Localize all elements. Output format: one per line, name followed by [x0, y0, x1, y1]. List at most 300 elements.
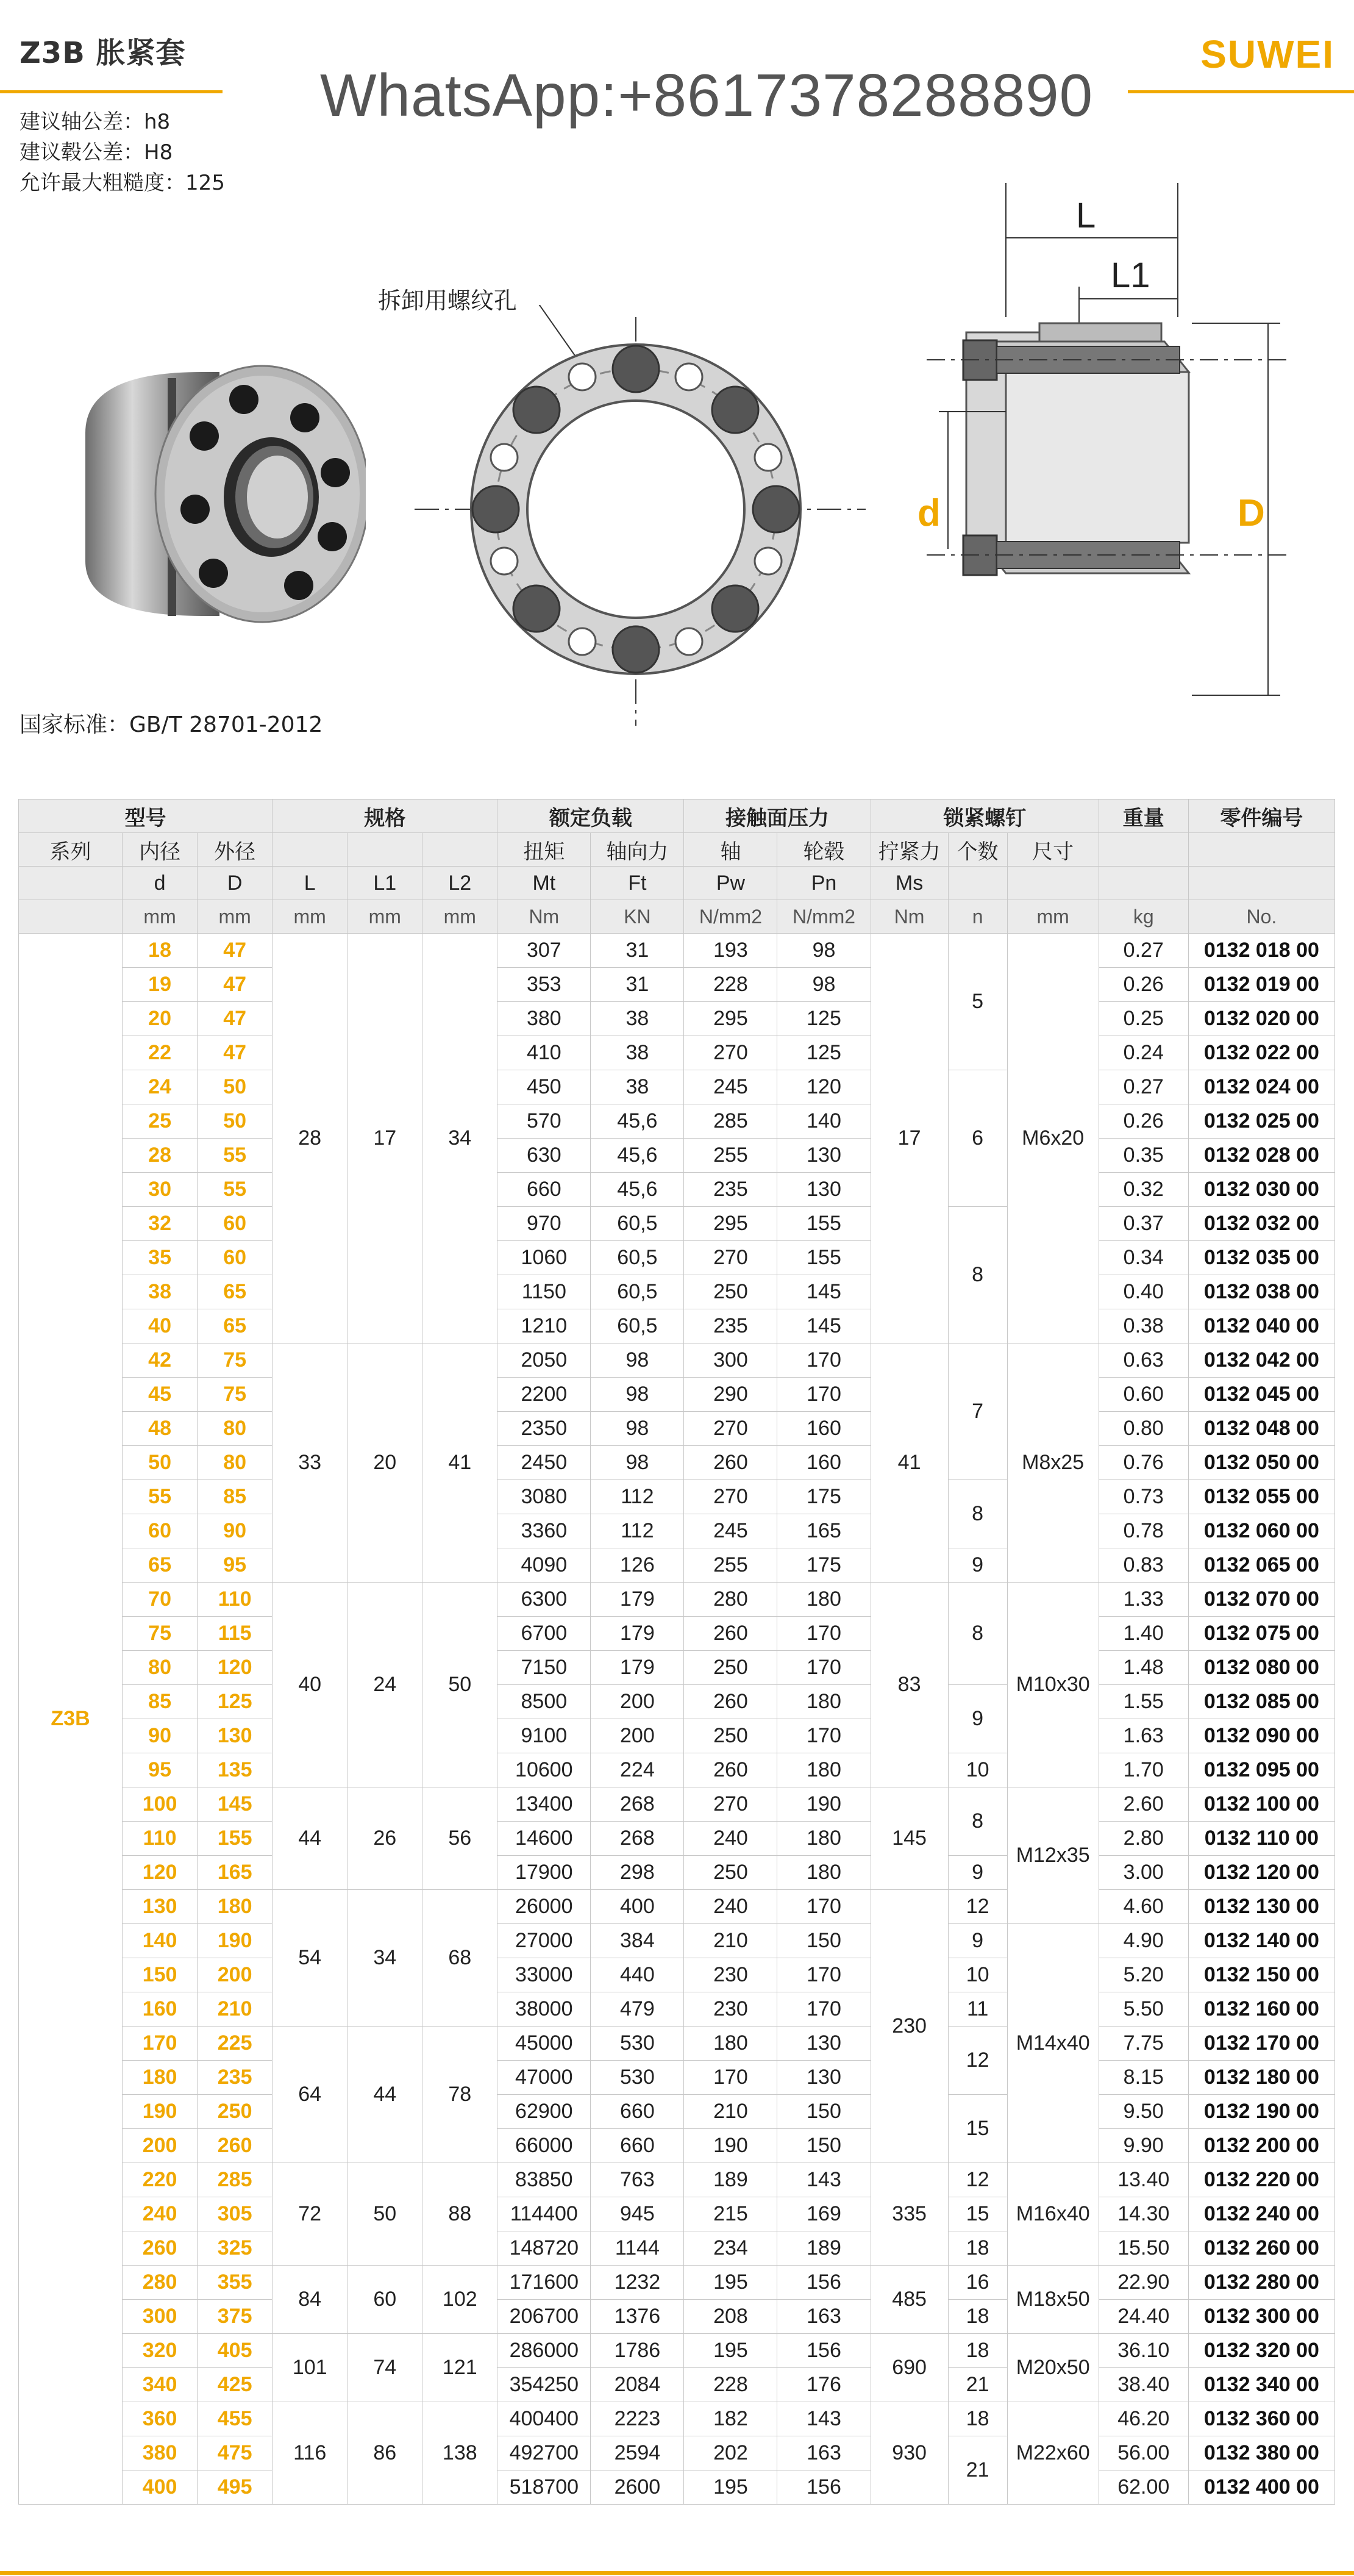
- length-L: 72: [273, 2163, 347, 2266]
- table-row: [19, 1822, 1335, 1856]
- torque-Mt: 62900: [497, 2095, 591, 2129]
- outer-diameter: 235: [198, 2061, 273, 2095]
- inner-diameter: 280: [123, 2266, 198, 2300]
- axial-force-Ft: 2223: [591, 2402, 684, 2436]
- length-L1: 24: [347, 1583, 422, 1787]
- outer-diameter: 375: [198, 2300, 273, 2334]
- inner-diameter: 40: [123, 1309, 198, 1343]
- screw-count: 9: [948, 1856, 1007, 1890]
- length-L1: 17: [347, 934, 422, 1343]
- table-row: [19, 1685, 1335, 1719]
- part-number: 0132 038 00: [1188, 1275, 1334, 1309]
- unit-d: mm: [123, 900, 198, 934]
- inner-diameter: 85: [123, 1685, 198, 1719]
- weight-kg: 5.20: [1099, 1958, 1188, 1992]
- sym-D: D: [198, 867, 273, 900]
- axial-force-Ft: 179: [591, 1617, 684, 1651]
- axial-force-Ft: 2084: [591, 2368, 684, 2402]
- outer-diameter: 60: [198, 1207, 273, 1241]
- inner-diameter: 60: [123, 1514, 198, 1548]
- axial-force-Ft: 660: [591, 2129, 684, 2163]
- length-L1: 60: [347, 2266, 422, 2334]
- part-number: 0132 080 00: [1188, 1651, 1334, 1685]
- table-row: [19, 1343, 1335, 1378]
- inner-diameter: 25: [123, 1104, 198, 1139]
- screw-count: 12: [948, 2027, 1007, 2095]
- header-count: 个数: [948, 833, 1007, 867]
- pressure-Pn: 98: [777, 934, 871, 968]
- pressure-Pn: 130: [777, 1173, 871, 1207]
- part-number: 0132 320 00: [1188, 2334, 1334, 2368]
- unit-L: mm: [273, 900, 347, 934]
- pressure-Pn: 156: [777, 2470, 871, 2505]
- pressure-Pn: 160: [777, 1446, 871, 1480]
- pressure-Pn: 170: [777, 1617, 871, 1651]
- pressure-Pn: 156: [777, 2266, 871, 2300]
- table-row: [19, 2300, 1335, 2334]
- part-number: 0132 018 00: [1188, 934, 1334, 968]
- torque-Mt: 410: [497, 1036, 591, 1070]
- pressure-Pw: 285: [684, 1104, 777, 1139]
- pressure-Pn: 180: [777, 1856, 871, 1890]
- part-number: 0132 040 00: [1188, 1309, 1334, 1343]
- table-row: [19, 2436, 1335, 2470]
- part-number: 0132 022 00: [1188, 1036, 1334, 1070]
- outer-diameter: 50: [198, 1104, 273, 1139]
- inner-diameter: 24: [123, 1070, 198, 1104]
- weight-kg: 62.00: [1099, 2470, 1188, 2505]
- length-L: 44: [273, 1787, 347, 1890]
- pressure-Pw: 295: [684, 1002, 777, 1036]
- axial-force-Ft: 660: [591, 2095, 684, 2129]
- part-number: 0132 032 00: [1188, 1207, 1334, 1241]
- inner-diameter: 80: [123, 1651, 198, 1685]
- series-cell: Z3B: [19, 934, 123, 2505]
- outer-diameter: 110: [198, 1583, 273, 1617]
- pressure-Pw: 250: [684, 1651, 777, 1685]
- weight-kg: 56.00: [1099, 2436, 1188, 2470]
- inner-diameter: 380: [123, 2436, 198, 2470]
- inner-diameter: 38: [123, 1275, 198, 1309]
- outer-diameter: 65: [198, 1309, 273, 1343]
- table-row: [19, 2061, 1335, 2095]
- sym-d: d: [123, 867, 198, 900]
- screw-count: 18: [948, 2402, 1007, 2436]
- torque-Mt: 6700: [497, 1617, 591, 1651]
- length-L: 101: [273, 2334, 347, 2402]
- torque-Mt: 354250: [497, 2368, 591, 2402]
- screw-count: 8: [948, 1207, 1007, 1343]
- header-inner: 内径: [123, 833, 198, 867]
- length-L2: 34: [422, 934, 497, 1343]
- inner-diameter: 260: [123, 2231, 198, 2266]
- torque-Mt: 492700: [497, 2436, 591, 2470]
- part-number: 0132 045 00: [1188, 1378, 1334, 1412]
- outer-diameter: 305: [198, 2197, 273, 2231]
- torque-Mt: 14600: [497, 1822, 591, 1856]
- outer-diameter: 90: [198, 1514, 273, 1548]
- header-tight: 拧紧力: [871, 833, 948, 867]
- outer-diameter: 425: [198, 2368, 273, 2402]
- brand-logo: SUWEI: [1200, 32, 1334, 76]
- table-row: [19, 1719, 1335, 1753]
- outer-diameter: 95: [198, 1548, 273, 1583]
- unit-D: mm: [198, 900, 273, 934]
- torque-Mt: 660: [497, 1173, 591, 1207]
- pressure-Pn: 125: [777, 1036, 871, 1070]
- weight-kg: 0.25: [1099, 1002, 1188, 1036]
- inner-diameter: 110: [123, 1822, 198, 1856]
- pressure-Pw: 255: [684, 1548, 777, 1583]
- axial-force-Ft: 440: [591, 1958, 684, 1992]
- inner-diameter: 140: [123, 1924, 198, 1958]
- screw-count: 10: [948, 1958, 1007, 1992]
- inner-diameter: 150: [123, 1958, 198, 1992]
- weight-kg: 0.60: [1099, 1378, 1188, 1412]
- page-title: Z3B 胀紧套: [20, 36, 186, 70]
- dimension-L: L: [1076, 196, 1096, 235]
- weight-kg: 15.50: [1099, 2231, 1188, 2266]
- part-number: 0132 042 00: [1188, 1343, 1334, 1378]
- screw-count: 16: [948, 2266, 1007, 2300]
- table-row: [19, 1070, 1335, 1104]
- brand-underline: [1128, 90, 1354, 93]
- outer-diameter: 50: [198, 1070, 273, 1104]
- weight-kg: 8.15: [1099, 2061, 1188, 2095]
- dimension-L1: L1: [1111, 256, 1150, 295]
- inner-diameter: 30: [123, 1173, 198, 1207]
- axial-force-Ft: 224: [591, 1753, 684, 1787]
- axial-force-Ft: 38: [591, 1036, 684, 1070]
- pressure-Pn: 180: [777, 1822, 871, 1856]
- table-row: [19, 1514, 1335, 1548]
- length-L: 28: [273, 934, 347, 1343]
- weight-kg: 2.60: [1099, 1787, 1188, 1822]
- axial-force-Ft: 384: [591, 1924, 684, 1958]
- table-row: [19, 1856, 1335, 1890]
- outer-diameter: 47: [198, 968, 273, 1002]
- table-row: [19, 1173, 1335, 1207]
- pressure-Pw: 235: [684, 1309, 777, 1343]
- inner-diameter: 90: [123, 1719, 198, 1753]
- torque-Mt: 286000: [497, 2334, 591, 2368]
- axial-force-Ft: 31: [591, 934, 684, 968]
- pressure-Pw: 230: [684, 1992, 777, 2027]
- table-row: [19, 1617, 1335, 1651]
- screw-count: 8: [948, 1480, 1007, 1548]
- torque-Mt: 3080: [497, 1480, 591, 1514]
- part-number: 0132 140 00: [1188, 1924, 1334, 1958]
- part-number: 0132 280 00: [1188, 2266, 1334, 2300]
- weight-kg: 46.20: [1099, 2402, 1188, 2436]
- outer-diameter: 405: [198, 2334, 273, 2368]
- pressure-Pn: 98: [777, 968, 871, 1002]
- torque-Mt: 3360: [497, 1514, 591, 1548]
- pressure-Pw: 250: [684, 1719, 777, 1753]
- pressure-Pn: 160: [777, 1412, 871, 1446]
- length-L1: 86: [347, 2402, 422, 2505]
- torque-Mt: 380: [497, 1002, 591, 1036]
- screw-size: M12x35: [1007, 1787, 1099, 1924]
- weight-kg: 36.10: [1099, 2334, 1188, 2368]
- part-number: 0132 025 00: [1188, 1104, 1334, 1139]
- outer-diameter: 125: [198, 1685, 273, 1719]
- pressure-Pn: 170: [777, 1651, 871, 1685]
- outer-diameter: 190: [198, 1924, 273, 1958]
- screw-count: 7: [948, 1343, 1007, 1480]
- table-row: [19, 2368, 1335, 2402]
- pressure-Pw: 280: [684, 1583, 777, 1617]
- torque-Mt: 66000: [497, 2129, 591, 2163]
- outer-diameter: 180: [198, 1890, 273, 1924]
- part-number: 0132 050 00: [1188, 1446, 1334, 1480]
- part-number: 0132 030 00: [1188, 1173, 1334, 1207]
- torque-Mt: 450: [497, 1070, 591, 1104]
- screw-count: 18: [948, 2334, 1007, 2368]
- unit-kg: kg: [1099, 900, 1188, 934]
- pressure-Pw: 250: [684, 1275, 777, 1309]
- spec-table: [18, 799, 1335, 2505]
- length-L1: 20: [347, 1343, 422, 1583]
- screw-size: M22x60: [1007, 2402, 1099, 2505]
- sym-L2: L2: [422, 867, 497, 900]
- axial-force-Ft: 763: [591, 2163, 684, 2197]
- axial-force-Ft: 98: [591, 1343, 684, 1378]
- axial-force-Ft: 98: [591, 1446, 684, 1480]
- pressure-Pw: 195: [684, 2470, 777, 2505]
- torque-Mt: 33000: [497, 1958, 591, 1992]
- axial-force-Ft: 126: [591, 1548, 684, 1583]
- outer-diameter: 165: [198, 1856, 273, 1890]
- weight-kg: 0.32: [1099, 1173, 1188, 1207]
- weight-kg: 1.70: [1099, 1753, 1188, 1787]
- weight-kg: 0.63: [1099, 1343, 1188, 1378]
- table-row: [19, 2266, 1335, 2300]
- length-L: 64: [273, 2027, 347, 2163]
- inner-diameter: 100: [123, 1787, 198, 1822]
- pressure-Pn: 165: [777, 1514, 871, 1548]
- length-L2: 78: [422, 2027, 497, 2163]
- pressure-Pn: 155: [777, 1241, 871, 1275]
- length-L1: 74: [347, 2334, 422, 2402]
- pressure-Pw: 270: [684, 1480, 777, 1514]
- weight-kg: 0.26: [1099, 968, 1188, 1002]
- tightening-torque-Ms: 930: [871, 2402, 948, 2505]
- outer-diameter: 355: [198, 2266, 273, 2300]
- national-standard: 国家标准：GB/T 28701-2012: [20, 712, 323, 737]
- screw-size: M14x40: [1007, 1924, 1099, 2163]
- weight-kg: 0.38: [1099, 1309, 1188, 1343]
- pressure-Pw: 228: [684, 2368, 777, 2402]
- pressure-Pn: 189: [777, 2231, 871, 2266]
- axial-force-Ft: 60,5: [591, 1241, 684, 1275]
- pressure-Pn: 170: [777, 1378, 871, 1412]
- shaft-tolerance: 建议轴公差：h8: [20, 110, 171, 134]
- weight-kg: 13.40: [1099, 2163, 1188, 2197]
- outer-diameter: 80: [198, 1412, 273, 1446]
- sym-Ms: Ms: [871, 867, 948, 900]
- screw-count: 6: [948, 1070, 1007, 1207]
- pressure-Pw: 180: [684, 2027, 777, 2061]
- sym-Mt: Mt: [497, 867, 591, 900]
- torque-Mt: 17900: [497, 1856, 591, 1890]
- part-number: 0132 130 00: [1188, 1890, 1334, 1924]
- part-number: 0132 055 00: [1188, 1480, 1334, 1514]
- header-rated-load: 额定负载: [497, 800, 684, 833]
- part-number: 0132 200 00: [1188, 2129, 1334, 2163]
- tightening-torque-Ms: 335: [871, 2163, 948, 2266]
- pressure-Pw: 245: [684, 1070, 777, 1104]
- inner-diameter: 20: [123, 1002, 198, 1036]
- outer-diameter: 155: [198, 1822, 273, 1856]
- torque-Mt: 10600: [497, 1753, 591, 1787]
- removal-hole-label: 拆卸用螺纹孔: [378, 287, 518, 314]
- axial-force-Ft: 200: [591, 1685, 684, 1719]
- screw-count: 15: [948, 2197, 1007, 2231]
- inner-diameter: 170: [123, 2027, 198, 2061]
- screw-count: 21: [948, 2368, 1007, 2402]
- table-row: [19, 1378, 1335, 1412]
- header-hub: 轮毂: [777, 833, 871, 867]
- outer-diameter: 85: [198, 1480, 273, 1514]
- axial-force-Ft: 1376: [591, 2300, 684, 2334]
- torque-Mt: 2450: [497, 1446, 591, 1480]
- pressure-Pn: 163: [777, 2300, 871, 2334]
- pressure-Pn: 180: [777, 1753, 871, 1787]
- table-row: [19, 1787, 1335, 1822]
- part-number: 0132 065 00: [1188, 1548, 1334, 1583]
- outer-diameter: 47: [198, 934, 273, 968]
- axial-force-Ft: 479: [591, 1992, 684, 2027]
- inner-diameter: 360: [123, 2402, 198, 2436]
- screw-size: M10x30: [1007, 1583, 1099, 1787]
- outer-diameter: 130: [198, 1719, 273, 1753]
- table-row: [19, 2095, 1335, 2129]
- bottom-accent-bar: [0, 2571, 1354, 2575]
- part-number: 0132 019 00: [1188, 968, 1334, 1002]
- length-L: 54: [273, 1890, 347, 2027]
- table-row: [19, 2231, 1335, 2266]
- axial-force-Ft: 45,6: [591, 1173, 684, 1207]
- torque-Mt: 307: [497, 934, 591, 968]
- inner-diameter: 35: [123, 1241, 198, 1275]
- unit-size: mm: [1007, 900, 1099, 934]
- inner-diameter: 400: [123, 2470, 198, 2505]
- axial-force-Ft: 179: [591, 1583, 684, 1617]
- table-row: [19, 1241, 1335, 1275]
- table-row: [19, 1753, 1335, 1787]
- axial-force-Ft: 112: [591, 1480, 684, 1514]
- pressure-Pw: 202: [684, 2436, 777, 2470]
- table-row: [19, 968, 1335, 1002]
- pressure-Pw: 290: [684, 1378, 777, 1412]
- torque-Mt: 9100: [497, 1719, 591, 1753]
- torque-Mt: 171600: [497, 2266, 591, 2300]
- inner-diameter: 200: [123, 2129, 198, 2163]
- part-number: 0132 190 00: [1188, 2095, 1334, 2129]
- inner-diameter: 340: [123, 2368, 198, 2402]
- screw-count: 11: [948, 1992, 1007, 2027]
- header-torque: 扭矩: [497, 833, 591, 867]
- axial-force-Ft: 268: [591, 1822, 684, 1856]
- pressure-Pn: 176: [777, 2368, 871, 2402]
- pressure-Pn: 145: [777, 1275, 871, 1309]
- inner-diameter: 180: [123, 2061, 198, 2095]
- header-shaft: 轴: [684, 833, 777, 867]
- table-row: [19, 1651, 1335, 1685]
- inner-diameter: 22: [123, 1036, 198, 1070]
- axial-force-Ft: 298: [591, 1856, 684, 1890]
- outer-diameter: 325: [198, 2231, 273, 2266]
- weight-kg: 0.35: [1099, 1139, 1188, 1173]
- axial-force-Ft: 38: [591, 1070, 684, 1104]
- table-row: [19, 1002, 1335, 1036]
- length-L1: 26: [347, 1787, 422, 1890]
- whatsapp-watermark: WhatsApp:+8617378288890: [320, 62, 1094, 129]
- part-number: 0132 260 00: [1188, 2231, 1334, 2266]
- part-number: 0132 070 00: [1188, 1583, 1334, 1617]
- weight-kg: 0.83: [1099, 1548, 1188, 1583]
- torque-Mt: 970: [497, 1207, 591, 1241]
- part-number: 0132 085 00: [1188, 1685, 1334, 1719]
- pressure-Pw: 228: [684, 968, 777, 1002]
- tightening-torque-Ms: 230: [871, 1890, 948, 2163]
- inner-diameter: 18: [123, 934, 198, 968]
- part-number: 0132 028 00: [1188, 1139, 1334, 1173]
- pressure-Pn: 156: [777, 2334, 871, 2368]
- part-number: 0132 220 00: [1188, 2163, 1334, 2197]
- table-row: [19, 2470, 1335, 2505]
- pressure-Pn: 190: [777, 1787, 871, 1822]
- part-number: 0132 340 00: [1188, 2368, 1334, 2402]
- screw-count: 9: [948, 1548, 1007, 1583]
- pressure-Pn: 150: [777, 2129, 871, 2163]
- outer-diameter: 250: [198, 2095, 273, 2129]
- screw-count: 12: [948, 2163, 1007, 2197]
- table-row: [19, 934, 1335, 968]
- pressure-Pw: 195: [684, 2266, 777, 2300]
- screw-count: 5: [948, 934, 1007, 1070]
- pressure-Pw: 260: [684, 1753, 777, 1787]
- weight-kg: 0.26: [1099, 1104, 1188, 1139]
- pressure-Pn: 169: [777, 2197, 871, 2231]
- tightening-torque-Ms: 41: [871, 1343, 948, 1583]
- unit-n: n: [948, 900, 1007, 934]
- outer-diameter: 225: [198, 2027, 273, 2061]
- sym-L: L: [273, 867, 347, 900]
- pressure-Pn: 170: [777, 1343, 871, 1378]
- torque-Mt: 1210: [497, 1309, 591, 1343]
- weight-kg: 14.30: [1099, 2197, 1188, 2231]
- table-row: [19, 1446, 1335, 1480]
- part-number: 0132 060 00: [1188, 1514, 1334, 1548]
- weight-kg: 0.37: [1099, 1207, 1188, 1241]
- torque-Mt: 4090: [497, 1548, 591, 1583]
- pressure-Pw: 182: [684, 2402, 777, 2436]
- weight-kg: 0.27: [1099, 1070, 1188, 1104]
- inner-diameter: 240: [123, 2197, 198, 2231]
- outer-diameter: 55: [198, 1139, 273, 1173]
- screw-count: 12: [948, 1890, 1007, 1924]
- part-number: 0132 020 00: [1188, 1002, 1334, 1036]
- screw-count: 21: [948, 2436, 1007, 2505]
- pressure-Pn: 130: [777, 2061, 871, 2095]
- inner-diameter: 28: [123, 1139, 198, 1173]
- axial-force-Ft: 112: [591, 1514, 684, 1548]
- pressure-Pw: 250: [684, 1856, 777, 1890]
- pressure-Pn: 140: [777, 1104, 871, 1139]
- axial-force-Ft: 400: [591, 1890, 684, 1924]
